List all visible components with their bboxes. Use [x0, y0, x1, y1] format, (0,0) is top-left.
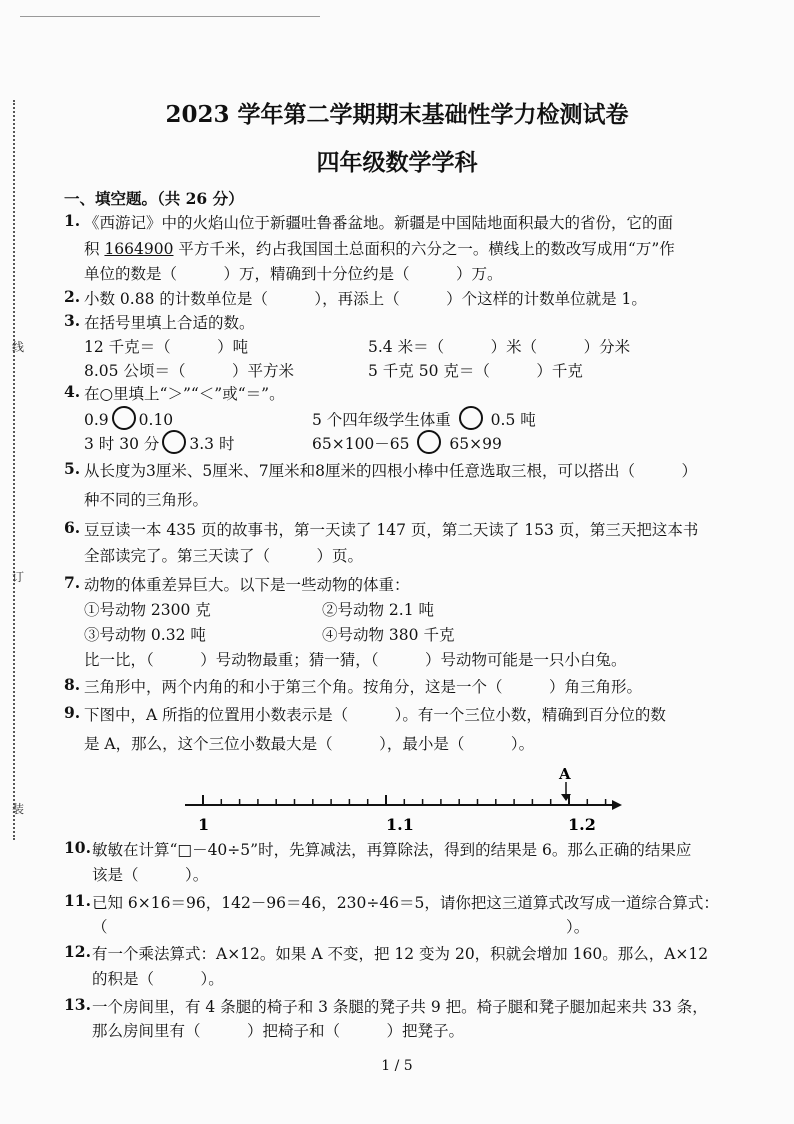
q5-line1: 从长度为3厘米、5厘米、7厘米和8厘米的四根小棒中任意选取三根，可以搭出（ ）: [84, 462, 697, 480]
q1-line1: 《西游记》中的火焰山位于新疆吐鲁番盆地。新疆是中国陆地面积最大的省份，它的面: [84, 214, 674, 232]
q4-a-right: 0.10: [138, 411, 174, 429]
page-number: 1 / 5: [381, 1058, 413, 1074]
binding-mark-ding: 订: [12, 570, 25, 584]
tick-label-1-1: 1.1: [386, 815, 414, 834]
q10-number: 10.: [64, 838, 91, 857]
section-heading: 一、填空题。（共 26 分）: [64, 189, 244, 208]
q11-answer-open: （: [92, 918, 108, 936]
number-line-arrowhead: [612, 800, 622, 810]
q3-item-b: 5.4 米＝（ ）米（ ）分米: [368, 338, 631, 356]
q13-number: 13.: [64, 995, 91, 1014]
q1-line2-c: 平方千米，约占我国国土总面积的六分之一。横线上的数改写成用“万”作: [173, 240, 675, 258]
tick-label-1: 1: [198, 815, 210, 834]
q5-line2: 种不同的三角形。: [84, 491, 209, 509]
q7-animal-1: ①号动物 2300 克: [84, 601, 211, 619]
q11-number: 11.: [64, 891, 91, 910]
q4-d-left: 65×100－65: [312, 435, 410, 453]
page-subtitle: 四年级数学学科: [316, 149, 478, 176]
q5-number: 5.: [64, 459, 81, 478]
q3-item-d: 5 千克 50 克＝（ ）千克: [368, 362, 583, 380]
q1-line3: 单位的数是（ ）万，精确到十分位约是（ ）万。: [84, 265, 503, 283]
number-line: [185, 765, 622, 834]
q3-item-a: 12 千克＝（ ）吨: [84, 338, 249, 356]
binding-mark-xian: 线: [12, 340, 25, 354]
q4-line1: 在○里填上“＞”“＜”或“＝”。: [84, 385, 285, 403]
q7-line1: 动物的体重差异巨大。以下是一些动物的体重：: [84, 576, 410, 594]
q4-b-right: 0.5 吨: [490, 411, 536, 429]
q7-animal-2: ②号动物 2.1 吨: [322, 601, 435, 619]
q11-line1: 已知 6×16＝96，142－96＝46，230÷46＝5，请你把这三道算式改写成一道综合算式：: [92, 894, 719, 912]
q12-line2: 的积是（ ）。: [92, 970, 224, 988]
q13-line2: 那么房间里有（ ）把椅子和（ ）把凳子。: [92, 1022, 465, 1040]
q8-number: 8.: [64, 675, 81, 694]
q9-line1: 下图中，A 所指的位置用小数表示是（ ）。有一个三位小数，精确到百分位的数: [84, 706, 666, 724]
q4-a-left: 0.9: [84, 411, 109, 429]
q3-line1: 在括号里填上合适的数。: [84, 314, 255, 332]
q4-b-left: 5 个四年级学生体重: [312, 411, 451, 429]
q7-number: 7.: [64, 573, 81, 592]
q4-d-right: 65×99: [449, 435, 502, 453]
q6-line2: 全部读完了。第三天读了（ ）页。: [84, 547, 364, 565]
q9-number: 9.: [64, 703, 81, 722]
q6-number: 6.: [64, 518, 81, 537]
q3-item-c: 8.05 公顷＝（ ）平方米: [84, 362, 294, 380]
q9-line2: 是 A，那么，这个三位小数最大是（ ），最小是（ ）。: [84, 735, 535, 753]
q4-number: 4.: [64, 382, 81, 401]
q4-c-right: 3.3 时: [189, 435, 235, 453]
q6-line1: 豆豆读一本 435 页的故事书，第一天读了 147 页，第二天读了 153 页，第三天把这本书: [84, 521, 699, 539]
q2-line1: 小数 0.88 的计数单位是（ ），再添上（ ）个这样的计数单位就是 1。: [84, 290, 647, 308]
q3-number: 3.: [64, 311, 81, 330]
q12-line1: 有一个乘法算式：A×12。如果 A 不变，把 12 变为 20，积就会增加 160。那么，A×12: [92, 945, 709, 963]
q1-area-number: 1664900: [104, 240, 174, 258]
binding-mark-zhuang: 装: [12, 802, 25, 816]
q7-animal-4: ④号动物 380 千克: [322, 626, 455, 644]
q11-answer-close: ）。: [566, 918, 590, 936]
q2-number: 2.: [64, 287, 81, 306]
q7-line4: 比一比，（ ）号动物最重；猜一猜，（ ）号动物可能是一只小白兔。: [84, 651, 627, 669]
q13-line1: 一个房间里，有 4 条腿的椅子和 3 条腿的凳子共 9 把。椅子腿和凳子腿加起来共 33 条，: [92, 998, 708, 1016]
point-a-label: A: [559, 765, 571, 783]
q4-c-left: 3 时 30 分: [84, 435, 160, 453]
tick-label-1-2: 1.2: [568, 815, 596, 834]
page-title: 2023 学年第二学期期末基础性学力检测试卷: [165, 101, 629, 128]
q7-animal-3: ③号动物 0.32 吨: [84, 626, 206, 644]
q8-line1: 三角形中，两个内角的和小于第三个角。按角分，这是一个（ ）角三角形。: [84, 678, 643, 696]
q12-number: 12.: [64, 942, 91, 961]
q1-number: 1.: [64, 211, 81, 230]
q1-line2-a: 积: [84, 240, 105, 258]
q10-line2: 该是（ ）。: [92, 866, 209, 884]
q10-line1: 敏敏在计算“□－40÷5”时，先算减法，再算除法，得到的结果是 6。那么正确的结果应: [92, 841, 692, 859]
